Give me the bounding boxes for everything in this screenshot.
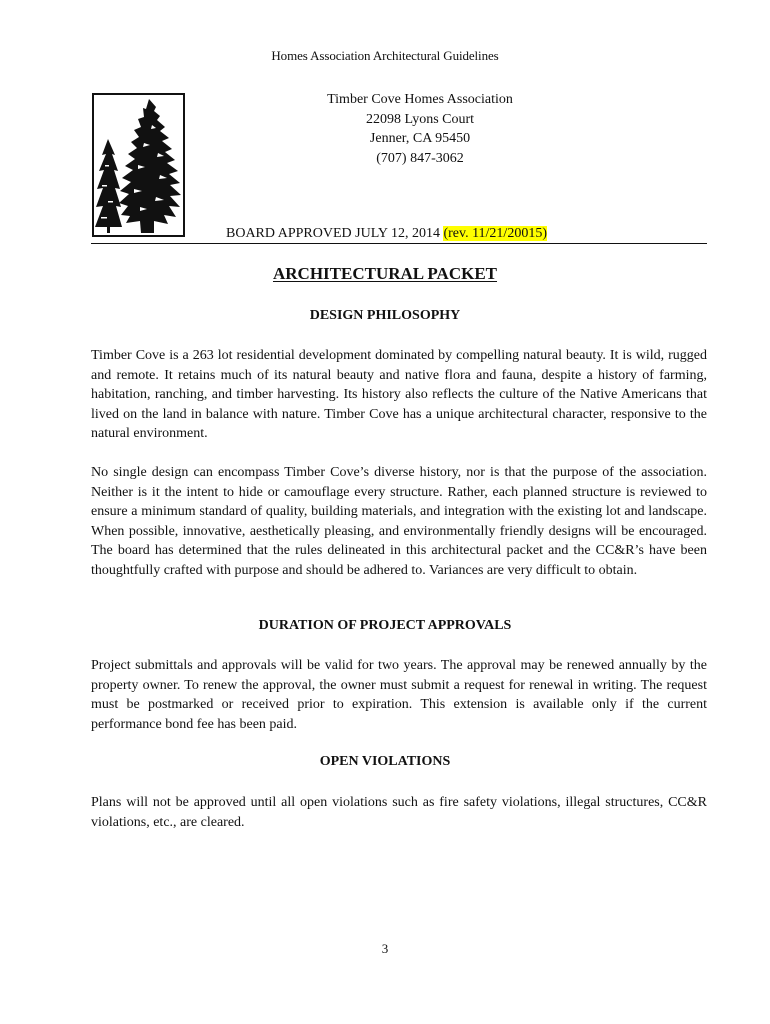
duration-heading: DURATION OF PROJECT APPROVALS	[258, 618, 512, 633]
page-title: ARCHITECTURAL PACKET	[272, 264, 498, 283]
page-number: 3	[381, 941, 389, 956]
association-address-block	[220, 90, 620, 168]
design-paragraph-2: No single design can encompass Timber Cove’s diverse history, nor is that the purpose of the association. Neither is it the intent to hide or camouflage every structure. Rather, each planned structure is reviewed to ensure a minimum standard of quality, building materials, and integration with the existing lot and landscape. When possible, innovative, aesthetically pleasing, and environmentally friendly designs will be encouraged. The board has determined that the rules delineated in this architectural packet and the CC&R’s have been thoughtfully crafted with purpose and should be adhered to. Variances are very difficult to obtain.	[91, 465, 707, 578]
violations-paragraph: Plans will not be approved until all open violations such as fire safety violations, illegal structures, CC&R violations, etc., are cleared.	[91, 795, 707, 830]
association-name: Timber Cove Homes Association	[327, 92, 513, 107]
design-philosophy-heading: DESIGN PHILOSOPHY	[309, 308, 461, 323]
open-violations-heading: OPEN VIOLATIONS	[319, 754, 451, 769]
approval-line	[226, 226, 547, 242]
running-header: Homes Association Architectural Guidelines	[271, 48, 499, 63]
pine-trees-icon	[94, 95, 183, 235]
association-city: Jenner, CA 95450	[369, 131, 471, 146]
association-street: 22098 Lyons Court	[365, 111, 475, 127]
association-logo	[92, 93, 185, 237]
approval-text: BOARD APPROVED JULY 12, 2014	[226, 226, 444, 241]
duration-paragraph: Project submittals and approvals will be valid for two years. The approval may be renewed annually by the property owner. To renew the approval, the owner must submit a request for renewal in writing. The request must be postmarked or received prior to expiration. This extension is available only if the current performance bond fee has been paid.	[91, 658, 707, 732]
revision-highlight: (rev. 11/21/20015)	[443, 226, 547, 241]
header-divider	[91, 243, 707, 244]
design-paragraph-1: Timber Cove is a 263 lot residential development dominated by compelling natural beauty. It is wild, rugged and remote. It retains much of its natural beauty and native flora and fauna, despite a history of farming, habitation, ranching, and timber harvesting. Its history also reflects the culture of the Native Americans that lived on the land in balance with nature. Timber Cove has a unique architectural character, responsive to the natural environment.	[91, 348, 707, 441]
association-phone: (707) 847-3062	[376, 150, 464, 166]
